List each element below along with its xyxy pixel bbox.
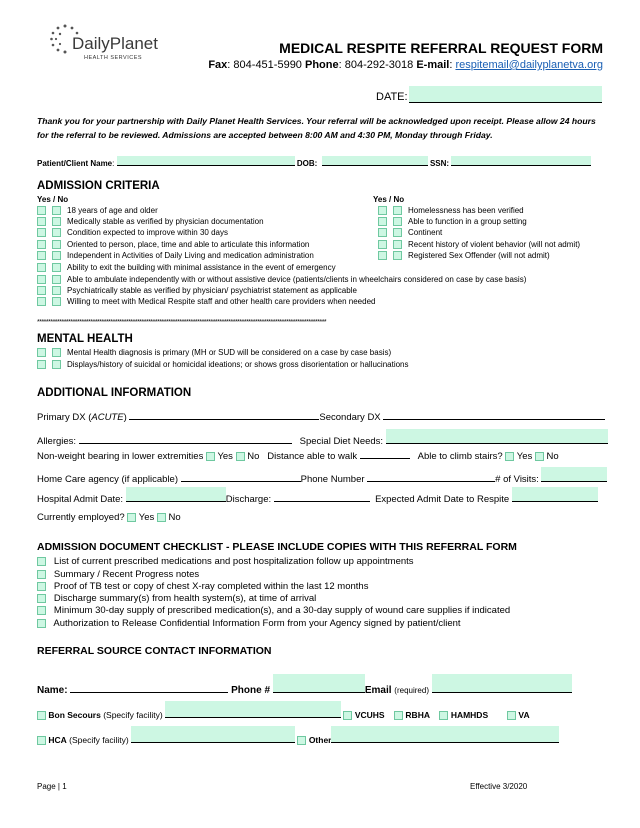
yes-checkbox[interactable] [37,251,46,260]
criteria-label: Willing to meet with Medical Respite staff and other health care providers when needed [67,297,376,306]
yes-checkbox[interactable] [37,217,46,226]
contact-line: Fax: 804-451-5990 Phone: 804-292-3018 E-mail: respitemail@dailyplanetva.org [208,59,603,71]
other-field[interactable] [331,726,559,743]
checkbox[interactable] [37,570,46,579]
mental-label: Mental Health diagnosis is primary (MH or SUD will be considered on a case by case basis) [67,348,392,357]
mental-label: Displays/history of suicidal or homicidal ideations; or shows gross disorientation or hallucinations [67,360,409,369]
criteria-item [37,297,375,306]
checklist-item [37,618,461,629]
dates-row [37,487,598,505]
yes-checkbox[interactable] [127,513,136,522]
criteria-label: Medically stable as verified by physician documentation [67,217,264,226]
checklist-label: Proof of TB test or copy of chest X-ray completed within the last 12 months [53,581,369,592]
primary-dx-label: Primary DX ( [37,412,92,423]
yes-checkbox[interactable] [37,275,46,284]
criteria-item [378,206,524,215]
yesno-left: Yes / No [37,195,69,204]
referral-email-field[interactable] [432,674,572,693]
yes-label: Yes [217,451,233,462]
referral-name-row [37,674,572,696]
rbha-label: RBHA [405,710,430,720]
yes-checkbox[interactable] [37,206,46,215]
no-checkbox[interactable] [52,360,61,369]
checklist-label: Discharge summary(s) from health system(s), at time of arrival [53,593,317,604]
referral-phone-label: Phone # [231,685,271,696]
logo-sub: HEALTH SERVICES [84,55,143,61]
distance-label: Distance able to walk [267,451,358,462]
no-checkbox[interactable] [393,228,402,237]
special-diet-label: Special Diet Needs: [299,436,384,447]
no-checkbox[interactable] [393,251,402,260]
referral-name-label: Name: [37,685,68,696]
home-care-label: Home Care agency (if applicable) [37,474,178,485]
special-diet-field[interactable] [386,429,608,444]
admission-title: ADMISSION CRITERIA [37,180,160,192]
checkbox[interactable] [37,594,46,603]
checklist-label: Minimum 30-day supply of prescribed medication(s), and a 30-day supply of wound care supplies if indicated [53,605,511,616]
criteria-label: 18 years of age and older [67,206,158,215]
criteria-item [37,263,336,272]
other-label: Other [308,735,332,745]
effective-date: Effective 3/2020 [470,782,528,791]
yes-checkbox[interactable] [37,286,46,295]
criteria-label: Continent [408,228,443,237]
criteria-label: Ability to exit the building with minimal assistance in the event of emergency [67,263,336,272]
hca-row [37,726,559,745]
email-link[interactable]: respitemail@dailyplanetva.org [455,59,603,71]
hamhds-label: HAMHDS [450,710,489,720]
mobility-row [37,448,559,462]
logo [50,22,180,70]
nonweight-label: Non-weight bearing in lower extremities [37,451,204,462]
criteria-item [37,217,264,226]
no-checkbox[interactable] [393,206,402,215]
asterisk-divider: ********************************************************************************************************************************** [37,319,327,326]
criteria-label: Condition expected to improve within 30 days [67,228,228,237]
page-number: Page | 1 [37,782,67,791]
yes-checkbox[interactable] [378,251,387,260]
discharge-label: Discharge: [225,494,272,505]
hca-field[interactable] [131,726,295,743]
mental-item [37,360,409,369]
allergies-label: Allergies: [37,436,77,447]
visits-field[interactable] [541,467,607,482]
other-checkbox[interactable] [297,736,306,745]
no-checkbox[interactable] [52,348,61,357]
facility-row [37,701,530,720]
criteria-item [37,286,357,295]
no-checkbox[interactable] [393,217,402,226]
checklist-title: ADMISSION DOCUMENT CHECKLIST - PLEASE INCLUDE COPIES WITH THIS REFERRAL FORM [37,541,517,553]
employed-label: Currently employed? [37,512,125,523]
hca-checkbox[interactable] [37,736,46,745]
phone-value: 804-292-3018 [344,59,414,71]
fax-value: 804-451-5990 [233,59,302,71]
no-checkbox[interactable] [52,228,61,237]
home-care-field[interactable] [181,471,301,482]
yes-checkbox[interactable] [37,263,46,272]
discharge-field[interactable] [274,491,370,502]
referral-name-field[interactable] [70,682,228,693]
criteria-label: Able to ambulate independently with or without assistive device (patients/clients in wheelchairs considered on case by case basis) [67,275,527,284]
dob-field[interactable] [322,156,428,166]
yes-checkbox[interactable] [206,452,215,461]
intro-text: Thank you for your partnership with Daily Planet Health Services. Your referral will be acknowledged upon receipt. Please allow 24 hours for the referral to be reviewed. Admissions are accepted between 8:00 AM and 4:30 PM, Monday through Friday. [37,116,596,140]
email-label: E-mail [416,59,450,71]
no-checkbox[interactable] [157,513,166,522]
rbha-checkbox[interactable] [394,711,403,720]
specify-label: (Specify facility) [103,710,163,720]
expected-admit-field[interactable] [512,487,598,502]
criteria-item [37,240,309,249]
phone-label: Phone [305,59,339,71]
criteria-item [37,275,526,284]
checkbox[interactable] [37,619,46,628]
checkbox[interactable] [37,582,46,591]
no-checkbox[interactable] [52,263,61,272]
logo-name: DailyPlanet [72,34,158,53]
dob-label: DOB: [296,159,318,168]
hospital-admit-label: Hospital Admit Date: [37,494,124,505]
bon-secours-field[interactable] [165,701,341,718]
va-label: VA [518,710,530,720]
referral-phone-field[interactable] [273,674,365,693]
fax-label: Fax [208,59,228,71]
checklist-label: Summary / Recent Progress notes [53,569,200,580]
yes-checkbox[interactable] [378,206,387,215]
additional-title: ADDITIONAL INFORMATION [37,387,192,399]
criteria-label: Homelessness has been verified [408,206,524,215]
checkbox[interactable] [37,557,46,566]
date-label: DATE: [376,91,408,103]
phone-number-label: Phone Number [300,474,365,485]
criteria-label: Psychiatrically stable as verified by physician/ psychiatrist statement as applicable [67,286,357,295]
no-checkbox[interactable] [52,217,61,226]
acute-label: ACUTE [91,412,124,423]
vcuhs-checkbox[interactable] [343,711,352,720]
checklist-item [37,569,199,580]
home-care-row [37,467,607,485]
checklist-label: List of current prescribed medications and post hospitalization follow up appointments [53,556,414,567]
hca-label: HCA [48,735,67,745]
visits-label: # of Visits: [495,474,539,485]
referral-email-label: Email [364,685,392,696]
yesno-right: Yes / No [373,195,405,204]
allergies-row [37,429,608,447]
employed-row [37,512,181,523]
yes-checkbox[interactable] [378,240,387,249]
bon-secours-label: Bon Secours [48,710,101,720]
checklist-item [37,593,316,604]
mental-item [37,348,391,357]
yes-checkbox[interactable] [37,348,46,357]
criteria-label: Oriented to person, place, time and able to articulate this information [67,240,310,249]
phone-number-field[interactable] [367,471,495,482]
patient-name-label: Patient/Client Name [37,159,113,168]
checklist-item [37,605,510,616]
primary-dx-field[interactable] [129,409,319,420]
date-field[interactable] [409,86,602,103]
referral-title: REFERRAL SOURCE CONTACT INFORMATION [37,645,272,657]
no-label: No [247,451,260,462]
yes-label: Yes [516,451,533,462]
specify-label: (Specify facility) [69,735,129,745]
criteria-label: Able to function in a group setting [408,217,527,226]
yes-checkbox[interactable] [37,360,46,369]
yes-checkbox[interactable] [505,452,514,461]
no-checkbox[interactable] [52,297,61,306]
vcuhs-label: VCUHS [354,710,385,720]
secondary-dx-label: Secondary DX [319,412,381,423]
expected-admit-label: Expected Admit Date to Respite [375,494,510,505]
no-checkbox[interactable] [52,286,61,295]
no-checkbox[interactable] [52,206,61,215]
patient-name-field[interactable] [117,156,295,166]
criteria-item [378,228,442,237]
checklist-label: Authorization to Release Confidential Information Form from your Agency signed by patient/client [53,618,461,629]
no-label: No [168,512,181,523]
no-label: No [546,451,559,462]
yes-checkbox[interactable] [37,228,46,237]
criteria-label: Registered Sex Offender (will not admit) [408,251,550,260]
criteria-label: Independent in Activities of Daily Living and medication administration [67,251,314,260]
criteria-item [378,251,550,260]
hamhds-checkbox[interactable] [439,711,448,720]
criteria-item [37,251,314,260]
mental-title: MENTAL HEALTH [37,333,133,345]
criteria-item [37,206,158,215]
va-checkbox[interactable] [507,711,516,720]
criteria-item [378,240,580,249]
climb-label: Able to climb stairs? [417,451,503,462]
yes-checkbox[interactable] [378,217,387,226]
secondary-dx-field[interactable] [383,409,605,420]
checklist-item [37,556,414,567]
criteria-item [37,228,228,237]
no-checkbox[interactable] [535,452,544,461]
hospital-admit-field[interactable] [126,487,226,502]
no-checkbox[interactable] [52,240,61,249]
criteria-item [378,217,527,226]
checkbox[interactable] [37,606,46,615]
no-checkbox[interactable] [52,275,61,284]
distance-field[interactable] [360,448,410,459]
criteria-label: Recent history of violent behavior (will not admit) [408,240,581,249]
yes-label: Yes [138,512,155,523]
no-checkbox[interactable] [236,452,245,461]
ssn-field[interactable] [451,156,591,166]
patient-line: Patient/Client Name: DOB: SSN: [37,156,591,168]
form-title: MEDICAL RESPITE REFERRAL REQUEST FORM [279,40,603,56]
yes-checkbox[interactable] [37,297,46,306]
yes-checkbox[interactable] [378,228,387,237]
no-checkbox[interactable] [52,251,61,260]
required-label: (required) [394,686,429,695]
yes-checkbox[interactable] [37,240,46,249]
checklist-item [37,581,368,592]
primary-dx-close: ) [123,412,127,423]
dx-row [37,409,605,423]
no-checkbox[interactable] [393,240,402,249]
bon-secours-checkbox[interactable] [37,711,46,720]
ssn-label: SSN: [429,159,450,168]
allergies-field[interactable] [79,433,292,444]
